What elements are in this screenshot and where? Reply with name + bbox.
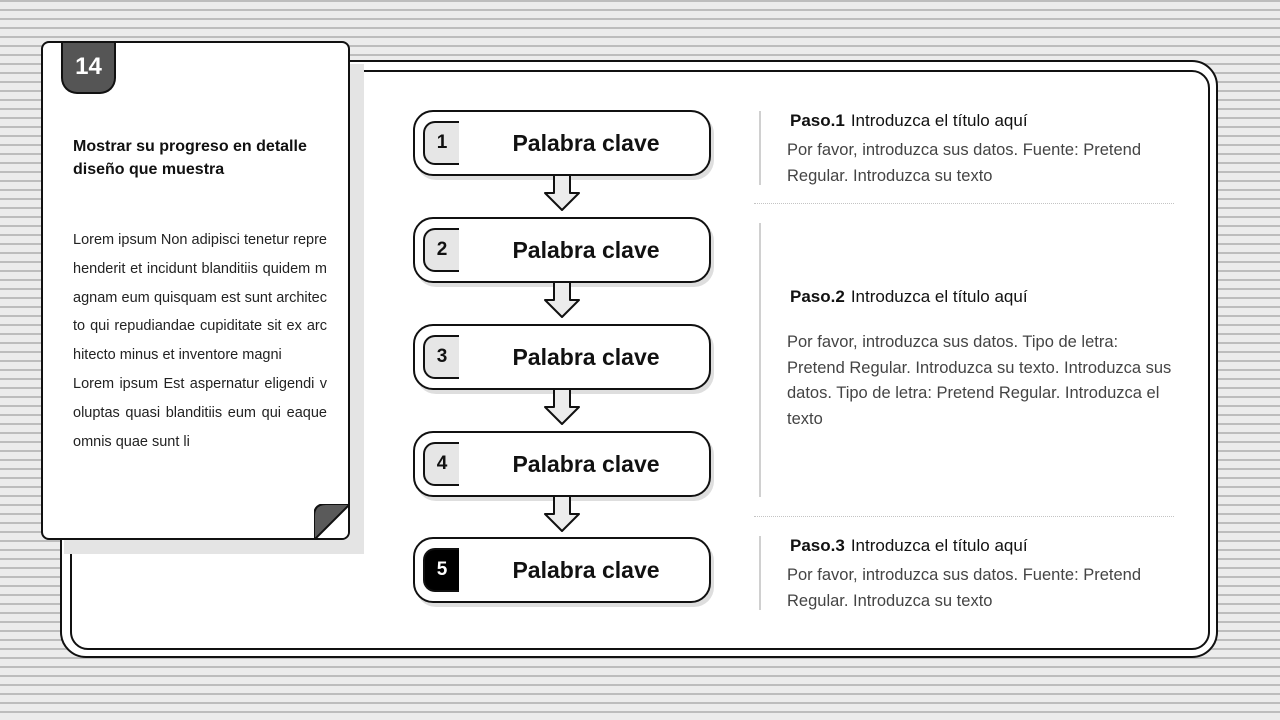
step-label: Palabra clave — [512, 130, 660, 156]
step-label: Palabra clave — [512, 344, 660, 370]
step-tag: Paso.1 — [790, 111, 845, 130]
note-paragraph: Lorem ipsum Est aspernatur eligendi voluptas quasi blanditiis eum qui eaque omnis quae sunt li — [73, 375, 327, 450]
page-fold-icon — [314, 504, 350, 540]
note-card — [41, 41, 350, 540]
step-number: 1 — [423, 121, 459, 165]
step-number: 4 — [423, 442, 459, 486]
title-text: Introduzca el título aquí — [850, 111, 1028, 130]
divider-vertical — [759, 223, 761, 497]
step-box-1 — [413, 110, 711, 176]
title-text: Introduzca el título aquí — [850, 536, 1028, 555]
step-box-5 — [413, 537, 711, 603]
step-label: Palabra clave — [512, 237, 660, 263]
step-box-2 — [413, 217, 711, 283]
step-number-active: 5 — [423, 548, 459, 592]
description-text-2: Por favor, introduzca sus datos. Tipo de letra: Pretend Regular. Introduzca su texto. Introduzca sus datos. Tipo de letra: Pretend Regular. Introduzca el texto — [787, 333, 1172, 428]
description-title-1 — [790, 111, 1028, 131]
step-tag: Paso.3 — [790, 536, 845, 555]
step-label: Palabra clave — [512, 451, 660, 477]
description-text-3: Por favor, introduzca sus datos. Fuente: Pretend Regular. Introduzca su texto — [787, 566, 1142, 610]
note-title: Mostrar su progreso en detalle diseño que muestra — [73, 138, 307, 178]
step-number: 3 — [423, 335, 459, 379]
divider-vertical — [759, 111, 761, 185]
step-box-3 — [413, 324, 711, 390]
divider-dotted — [754, 516, 1174, 517]
down-arrow-icon — [543, 281, 581, 319]
note-body — [73, 226, 327, 456]
note-paragraph: Lorem ipsum Non adipisci tenetur reprehenderit et incidunt blanditiis quidem magnam eum quisquam est sunt architecto qui repudiandae cupiditate sit ex architecto minus et inventore magni — [73, 232, 327, 364]
slide-number-badge: 14 — [61, 41, 116, 94]
description-title-2 — [790, 287, 1028, 307]
description-title-3 — [790, 536, 1028, 556]
step-box-4 — [413, 431, 711, 497]
down-arrow-icon — [543, 174, 581, 212]
divider-dotted — [754, 203, 1174, 204]
step-tag: Paso.2 — [790, 287, 845, 306]
step-number: 2 — [423, 228, 459, 272]
title-text: Introduzca el título aquí — [850, 287, 1028, 306]
description-text-1: Por favor, introduzca sus datos. Fuente: Pretend Regular. Introduzca su texto — [787, 141, 1142, 185]
step-label: Palabra clave — [512, 557, 660, 583]
divider-vertical — [759, 536, 761, 610]
down-arrow-icon — [543, 388, 581, 426]
down-arrow-icon — [543, 495, 581, 533]
